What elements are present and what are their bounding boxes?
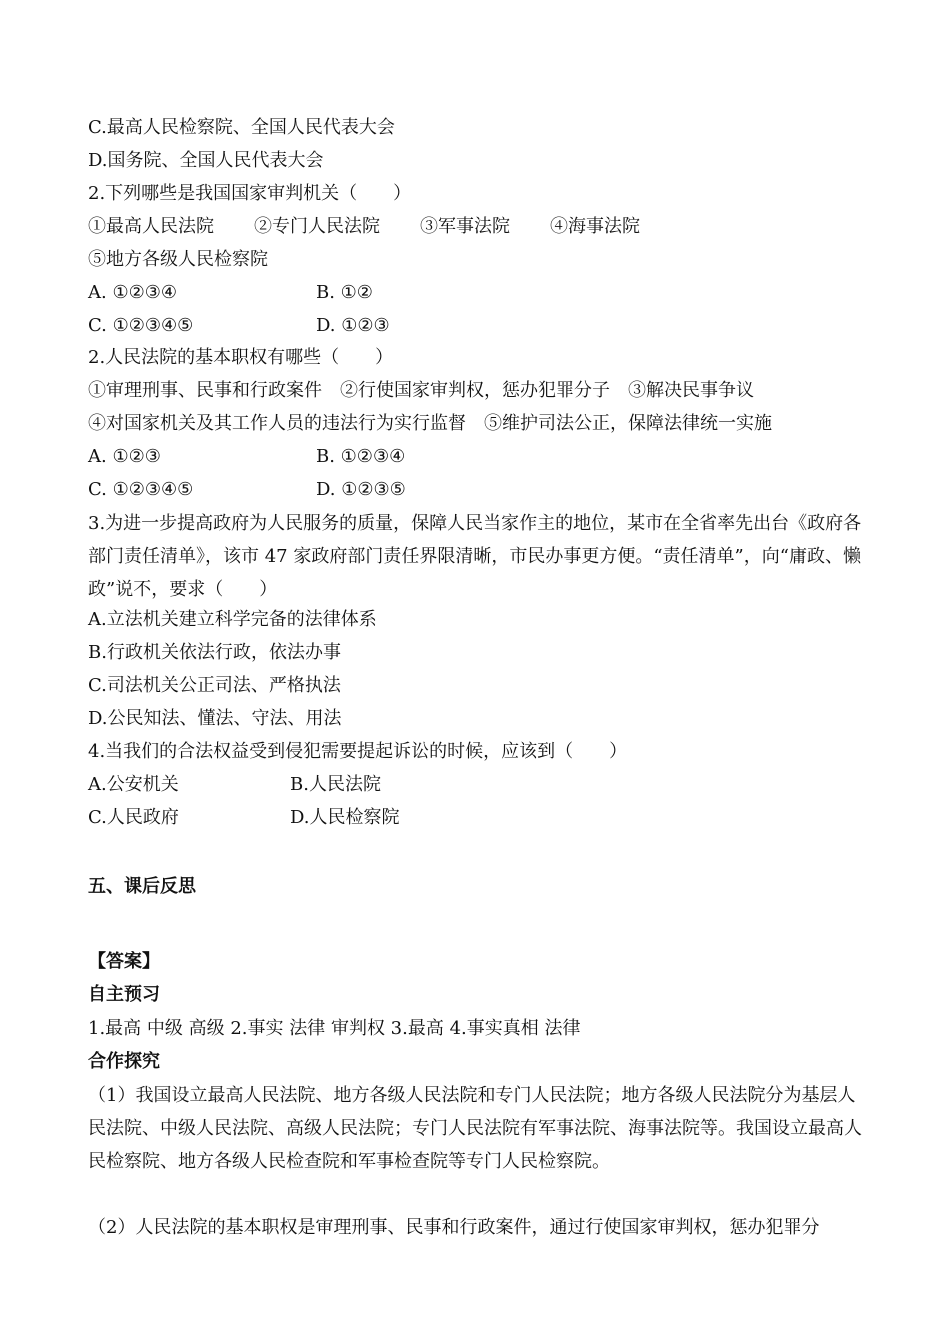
section-5-title: 五、课后反思 xyxy=(88,876,196,897)
q4-option-d: D.人民检察院 xyxy=(290,807,400,828)
explore-paragraph-2: （2）人民法院的基本职权是审理刑事、民事和行政案件，通过行使国家审判权，惩办犯罪分 xyxy=(88,1217,820,1238)
q2a-option-d: D. ①②③ xyxy=(316,315,390,336)
q2a-stem: 2.下列哪些是我国国家审判机关（ ） xyxy=(88,183,412,204)
q4-option-c: C.人民政府 xyxy=(88,807,179,828)
q3-option-a: A.立法机关建立科学完备的法律体系 xyxy=(88,609,377,630)
q2b-option-c: C. ①②③④⑤ xyxy=(88,479,194,500)
q2b-items-line-2: ④对国家机关及其工作人员的违法行为实行监督 ⑤维护司法公正，保障法律统一实施 xyxy=(88,413,772,434)
q2a-items xyxy=(88,215,640,239)
explore-title: 合作探究 xyxy=(88,1051,160,1072)
q3-option-d: D.公民知法、懂法、守法、用法 xyxy=(88,708,342,729)
q3-stem: 3.为进一步提高政府为人民服务的质量，保障人民当家作主的地位，某市在全省率先出台《政府各部门责任清单》，该市 47 家政府部门责任界限清晰，市民办事更方便。“责任清单”，向“庸政、懒政”说不，要求（ ） xyxy=(88,513,862,600)
q2a-options-cd xyxy=(88,314,390,338)
q2b-option-d: D. ①②③⑤ xyxy=(316,479,406,500)
q3-option-c: C.司法机关公正司法、严格执法 xyxy=(88,675,341,696)
q1-option-d: D.国务院、全国人民代表大会 xyxy=(88,150,324,171)
q2a-item-2: ②专门人民法院 xyxy=(254,216,380,237)
q2b-option-b: B. ①②③④ xyxy=(316,446,406,467)
q2b-stem: 2.人民法院的基本职权有哪些（ ） xyxy=(88,347,394,368)
q2a-option-c: C. ①②③④⑤ xyxy=(88,315,194,336)
q2a-item-4: ④海事法院 xyxy=(550,216,640,237)
q2b-option-a: A. ①②③ xyxy=(88,446,161,467)
q2a-item-5: ⑤地方各级人民检察院 xyxy=(88,249,268,270)
q4-options-cd xyxy=(88,806,400,830)
q2b-options-cd xyxy=(88,478,406,502)
q2a-item-3: ③军事法院 xyxy=(420,216,510,237)
preview-answers: 1.最高 中级 高级 2.事实 法律 审判权 3.最高 4.事实真相 法律 xyxy=(88,1018,581,1039)
q2a-item-1: ①最高人民法院 xyxy=(88,216,214,237)
q3-option-b: B.行政机关依法行政，依法办事 xyxy=(88,642,341,663)
answers-heading: 【答案】 xyxy=(88,951,160,972)
preview-title: 自主预习 xyxy=(88,984,160,1005)
q2a-option-b: B. ①② xyxy=(316,282,373,303)
q2a-options-ab xyxy=(88,281,373,305)
q4-options-ab xyxy=(88,773,381,797)
q2a-option-a: A. ①②③④ xyxy=(88,282,177,303)
q1-option-c: C.最高人民检察院、全国人民代表大会 xyxy=(88,117,395,138)
q4-stem: 4.当我们的合法权益受到侵犯需要提起诉讼的时候，应该到（ ） xyxy=(88,741,628,762)
q4-option-a: A.公安机关 xyxy=(88,774,179,795)
q2b-options-ab xyxy=(88,445,406,469)
q4-option-b: B.人民法院 xyxy=(290,774,381,795)
q2b-items-line-1: ①审理刑事、民事和行政案件 ②行使国家审判权，惩办犯罪分子 ③解决民事争议 xyxy=(88,380,754,401)
explore-paragraph-1: （1）我国设立最高人民法院、地方各级人民法院和专门人民法院；地方各级人民法院分为基层人民法院、中级人民法院、高级人民法院；专门人民法院有军事法院、海事法院等。我国设立最高人民检察院、地方各级人民检查院和军事检查院等专门人民检察院。 xyxy=(88,1085,862,1172)
